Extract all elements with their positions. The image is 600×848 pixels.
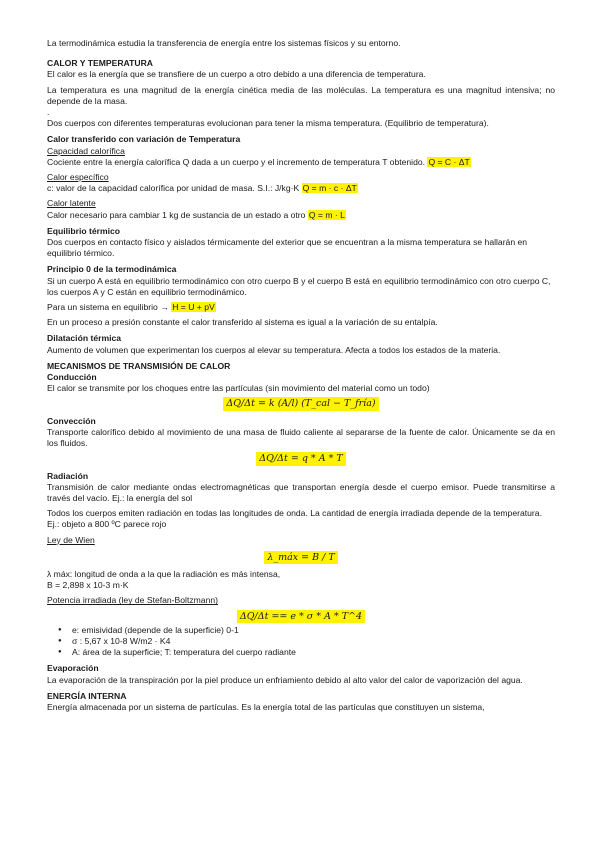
formula-highlight: Q = m · c · ΔT [302,183,357,194]
paragraph: B = 2,898 x 10-3 m·K [47,580,129,591]
heading-dilatacion: Dilatación térmica [47,333,122,344]
heading-mecanismos: MECANISMOS DE TRANSMISIÓN DE CALOR [47,360,231,371]
formula-highlight: Q = m · L [308,209,345,220]
formula-conveccion: ΔQ/Δt = q * A * T [47,452,555,465]
subheading-calor-latente: Calor latente [47,198,96,209]
subheading-ley-wien: Ley de Wien [47,534,95,545]
paragraph: Para un sistema en equilibrio → H = U + pV [47,302,215,313]
heading-evaporacion: Evaporación [47,663,99,674]
intro-text: La termodinámica estudia la transferencia de energía entre los sistemas físicos y su entorno. [47,38,401,48]
formula-stefan-boltzmann: ΔQ/Δt == e * σ * A * T^4 [47,610,555,623]
paragraph: Dos cuerpos con diferentes temperaturas evolucionan para tener la misma temperatura. (Equilibrio de temperatura). [47,118,489,129]
heading-equilibrio: Equilibrio térmico [47,225,121,236]
heading-principio-0: Principio 0 de la termodinámica [47,264,177,275]
paragraph: Todos los cuerpos emiten radiación en todas las longitudes de onda. La cantidad de energía irradiada depende de la temperatura. Ej.: objeto a 800 ºC parece rojo [47,508,542,530]
paragraph: Si un cuerpo A está en equilibrio termodinámico con otro cuerpo B y el cuerpo B está en equilibrio termodinámico con otro cuerpo C, los cuerpos A y C están en equilibrio termodinámico. [47,275,551,297]
paragraph: Transmisión de calor mediante ondas electromagnéticas que transportan energía desde el cuerpo emisor. Puede transmitirse a través del vacío. Ej.: la energía del sol [47,481,555,503]
paragraph: Aumento de volumen que experimentan los cuerpos al elevar su temperatura. Afecta a todos los estados de la materia. [47,344,501,355]
heading-calor-temperatura: CALOR Y TEMPERATURA [47,58,153,69]
heading-energia-interna: ENERGÍA INTERNA [47,690,127,701]
paragraph: Dos cuerpos en contacto físico y aislados térmicamente del exterior que se encuentran a la misma temperatura se hallarán en equilibrio térmico. [47,237,528,259]
formula-highlight: H = U + pV [172,302,215,313]
paragraph: λ máx: longitud de onda a la que la radiación es más intensa, [47,568,281,579]
paragraph: Transporte calorífico debido al movimiento de una masa de fluido caliente al separarse de la fuente de calor. Únicamente se da en los fluidos. [47,426,555,449]
paragraph: . [47,107,50,118]
paragraph: El calor es la energía que se transfiere de un cuerpo a otro debido a una diferencia de temperatura. [47,69,426,80]
subheading-capacidad: Capacidad calorífica [47,145,125,156]
paragraph: La evaporación de la transpiración por la piel produce un enfriamiento debido al alto valor del calor de vaporización del agua. [47,674,523,685]
subheading-potencia: Potencia irradiada (ley de Stefan-Boltzmann) [47,595,219,606]
document-page [47,38,555,713]
bullet-list [47,625,555,659]
subheading-calor-especifico: Calor específico [47,172,109,183]
heading-conduccion: Conducción [47,372,97,383]
formula-highlight: Q = C · ΔT [428,156,470,167]
formula-wien: λ_máx = B / T [47,551,555,564]
paragraph: Cociente entre la energía calorífica Q dada a un cuerpo y el incremento de temperatura T obtenido. Q = C · ΔT [47,156,470,167]
paragraph: Calor necesario para cambiar 1 kg de sustancia de un estado a otro Q = m · L [47,209,345,220]
heading-radiacion: Radiación [47,470,89,481]
paragraph: El calor se transmite por los choques entre las partículas (sin movimiento del material como un todo) [47,383,430,394]
heading-conveccion: Convección [47,415,96,426]
list-item: ● σ : 5,67 x 10-8 W/m2 · K4 [60,636,555,647]
paragraph: Energía almacenada por un sistema de partículas. Es la energía total de las partículas que constituyen un sistema, [47,701,485,712]
paragraph: La temperatura es una magnitud de la energía cinética media de las moléculas. La temperatura es una magnitud intensiva; no depende de la masa. [47,84,555,106]
paragraph: c: valor de la capacidad calorífica por unidad de masa. S.I.: J/kg·K Q = m · c · ΔT [47,183,357,194]
list-item: ● A: área de la superficie; T: temperatura del cuerpo radiante [60,647,555,658]
heading-calor-transferido: Calor transferido con variación de Temperatura [47,134,241,145]
list-item: ● e: emisividad (depende de la superficie) 0-1 [60,625,555,636]
formula-conduccion: ΔQ/Δt = k (A/l) (T_cal − T_fría) [47,397,555,410]
paragraph: En un proceso a presión constante el calor transferido al sistema es igual a la variación de su entalpía. [47,317,438,328]
